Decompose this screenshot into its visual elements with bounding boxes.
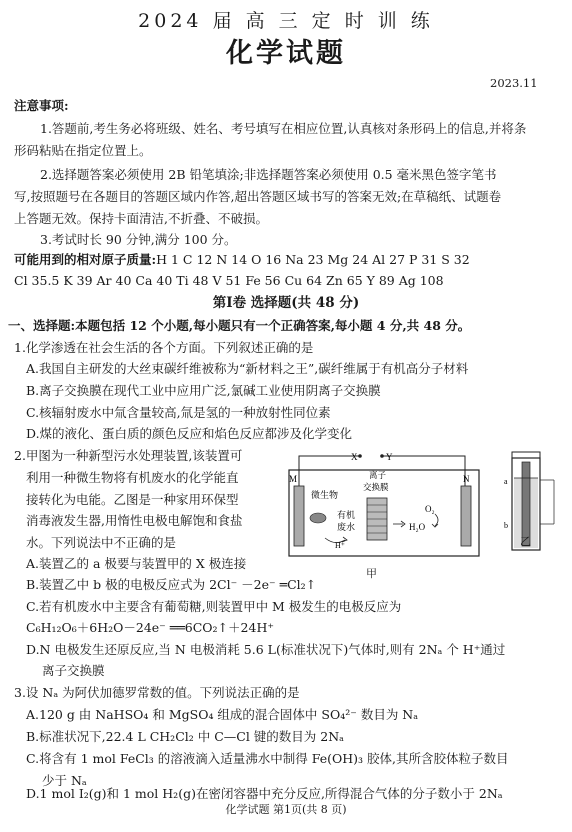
notice-line-2: 形码粘贴在指定位置上。 <box>14 143 152 158</box>
fig-jia-organic: 有机 <box>337 510 356 520</box>
choice-instructions: 一、选择题:本题包括 12 个小题,每小题只有一个正确答案,每小题 4 分,共 48 分。 <box>8 318 471 333</box>
q3-stem: 3.设 Nₐ 为阿伏加德罗常数的值。下列说法正确的是 <box>14 685 300 700</box>
atomic-mass-label: 可能用到的相对原子质量: <box>14 252 157 267</box>
q2-option-d-1: D.N 电极发生还原反应,当 N 电极消耗 5.6 L(标准状况下)气体时,则有 2Nₐ 个 H⁺通过 <box>26 642 506 657</box>
q3-option-a: A.120 g 由 NaHSO₄ 和 MgSO₄ 组成的混合固体中 SO₄²⁻ 数目为 Nₐ <box>26 707 419 722</box>
q2-option-a: A.装置乙的 a 极要与装置甲的 X 极连接 <box>26 556 247 571</box>
subject-title: 化学试题 <box>226 38 346 69</box>
q2-option-b: B.装置乙中 b 极的电极反应式为 2Cl⁻ －2e⁻ ═Cl₂↑ <box>26 577 317 592</box>
q2-option-c-1: C.若有机废水中主要含有葡萄糖,则装置甲中 M 极发生的电极反应为 <box>26 599 402 614</box>
q1-option-c: C.核辐射废水中氚含量较高,氚是氢的一种放射性同位素 <box>26 405 331 420</box>
q3-option-b: B.标准状况下,22.4 L CH₂Cl₂ 中 C—Cl 键的数目为 2Nₐ <box>26 729 344 744</box>
notice-line-5: 上答题无效。保持卡面清洁,不折叠、不破损。 <box>14 211 268 226</box>
notice-line-1: 1.答题前,考生务必将班级、姓名、考号填写在相应位置,认真核对条形码上的信息,并将条 <box>40 121 527 136</box>
notice-line-4: 写,按照题号在各题目的答题区域内作答,超出答题区域书写的答案无效;在草稿纸、试题卷 <box>14 189 502 204</box>
fig-jia-label-n: N <box>463 474 470 484</box>
q1-option-d: D.煤的液化、蛋白质的颜色反应和焰色反应都涉及化学变化 <box>26 426 353 441</box>
q2-option-d-2: 离子交换膜 <box>42 663 105 678</box>
fig-yi-label-b: b <box>504 521 508 530</box>
q2-stem-5: 水。下列说法中不正确的是 <box>26 535 177 550</box>
q3-option-c-1: C.将含有 1 mol FeCl₃ 的溶液滴入适量沸水中制得 Fe(OH)₃ 胶体,其所含胶体粒子数目 <box>26 751 509 766</box>
q2-stem-4: 消毒液发生器,用惰性电极电解饱和食盐 <box>26 513 243 528</box>
exam-date: 2023.11 <box>490 76 538 90</box>
q3-option-d: D.1 mol I₂(g)和 1 mol H₂(g)在密闭容器中充分反应,所得混合气体的分子数小于 2Nₐ <box>26 786 503 801</box>
fig-jia-h-plus: H⁺ <box>335 541 345 550</box>
notice-heading: 注意事项: <box>14 98 69 113</box>
exam-series-title: 2024 届 高 三 定 时 训 练 <box>138 10 434 32</box>
fig-jia-wastewater: 废水 <box>337 522 356 532</box>
fig-jia-h2o: H₂O <box>409 522 426 532</box>
atomic-mass-values-1: H 1 C 12 N 14 O 16 Na 23 Mg 24 Al 27 P 31 S 32 <box>156 252 470 267</box>
section-title: 第Ⅰ卷 选择题(共 48 分) <box>212 295 360 311</box>
atomic-mass-line-1 <box>14 252 470 267</box>
fig-jia-label-x: X <box>351 452 358 462</box>
fig-jia-label-y: Y <box>386 452 393 462</box>
q1-option-b: B.离子交换膜在现代工业中应用广泛,氯碱工业使用阴离子交换膜 <box>26 383 381 398</box>
q1-stem: 1.化学渗透在社会生活的各个方面。下列叙述正确的是 <box>14 340 314 355</box>
atomic-mass-line-2: Cl 35.5 K 39 Ar 40 Ca 40 Ti 48 V 51 Fe 56 Cu 64 Zn 65 Y 89 Ag 108 <box>14 273 444 288</box>
fig-jia-membrane-2: 交换膜 <box>363 482 389 492</box>
q2-stem-2: 利用一种微生物将有机废水的化学能直 <box>26 470 239 485</box>
figure-jia-device <box>285 448 485 566</box>
page-footer: 化学试题 第1页(共 8 页) <box>225 803 347 816</box>
figure-jia-caption: 甲 <box>366 567 377 580</box>
fig-jia-membrane-1: 离子 <box>369 470 387 480</box>
fig-yi-label-a: a <box>504 477 508 486</box>
q1-option-a: A.我国自主研发的大丝束碳纤维被称为“新材料之王”,碳纤维属于有机高分子材料 <box>26 361 469 376</box>
q2-stem-3: 接转化为电能。乙图是一种家用环保型 <box>26 492 239 507</box>
figure-yi-caption: 乙 <box>520 535 531 548</box>
fig-jia-microbe: 微生物 <box>311 490 339 500</box>
notice-line-3: 2.选择题答案必须使用 2B 铅笔填涂;非选择题答案必须使用 0.5 毫米黑色签字笔书 <box>40 167 497 182</box>
fig-jia-label-m: M <box>289 474 298 484</box>
q2-stem-1: 2.甲图为一种新型污水处理装置,该装置可 <box>14 448 243 463</box>
q3-option-c-2: 少于 Nₐ <box>42 773 87 788</box>
q2-option-c-2: C₆H₁₂O₆＋6H₂O－24e⁻ ══6CO₂↑＋24H⁺ <box>26 620 274 635</box>
notice-line-6: 3.考试时长 90 分钟,满分 100 分。 <box>40 232 237 247</box>
fig-jia-o2: O₂ <box>425 504 435 514</box>
